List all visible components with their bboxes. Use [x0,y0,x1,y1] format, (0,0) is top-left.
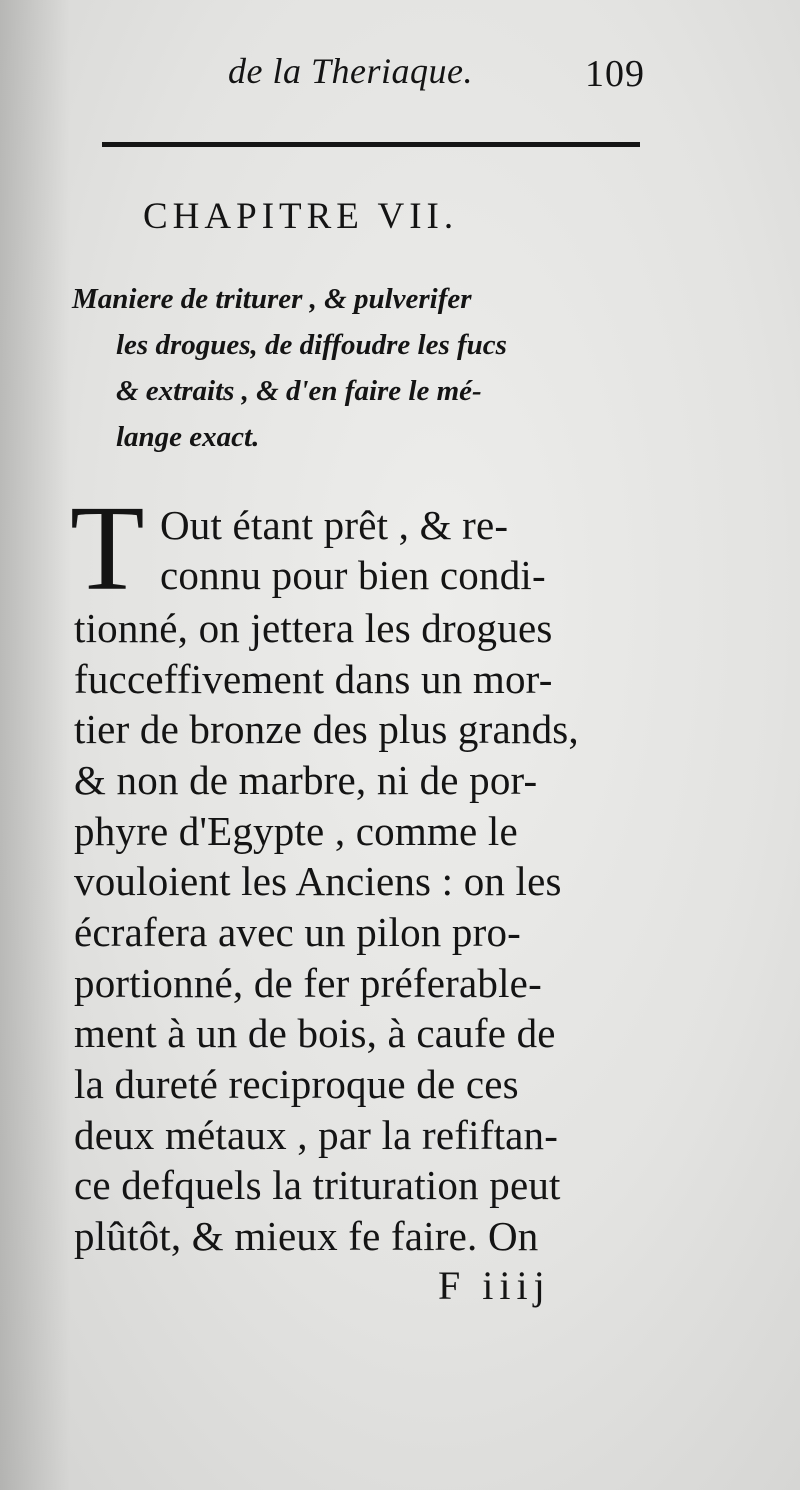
text-line: Out étant prêt , & re- [160,502,509,548]
chapter-heading: CHAPITRE VII. [143,196,459,237]
text-line: vouloient les Anciens : on les [74,858,562,904]
text-line: ce defquels la trituration peut [74,1162,561,1208]
page-number: 109 [585,53,645,95]
subtitle-line: les drogues, de diffoudre les fucs [116,329,507,361]
chapter-subtitle [72,276,662,460]
text-line: fucceffivement dans un mor- [74,656,553,702]
subtitle-line: & extraits , & d'en faire le mé- [116,375,482,407]
drop-cap: T [70,481,145,616]
text-line: tier de bronze des plus grands, [74,706,579,752]
text-line: portionné, de fer préferable- [74,960,542,1006]
text-line: plûtôt, & mieux fe faire. On [74,1213,539,1259]
text-line: phyre d'Egypte , comme le [74,808,518,854]
text-line: & non de marbre, ni de por- [74,757,538,803]
signature-mark: F iiij [438,1263,551,1308]
text-line: deux métaux , par la refiftan- [74,1112,559,1158]
text-line: tionné, on jettera les drogues [74,605,553,651]
subtitle-line: lange exact. [116,421,260,453]
subtitle-line: Maniere de triturer , & pulverifer [72,283,472,315]
running-head: de la Theriaque. [228,51,473,91]
header-rule [102,142,640,147]
text-line: écrafera avec un pilon pro- [74,909,522,955]
binding-shadow [0,0,70,1490]
text-line: ment à un de bois, à caufe de [74,1010,556,1056]
text-line: connu pour bien condi- [160,552,546,598]
text-line: la dureté reciproque de ces [74,1061,519,1107]
